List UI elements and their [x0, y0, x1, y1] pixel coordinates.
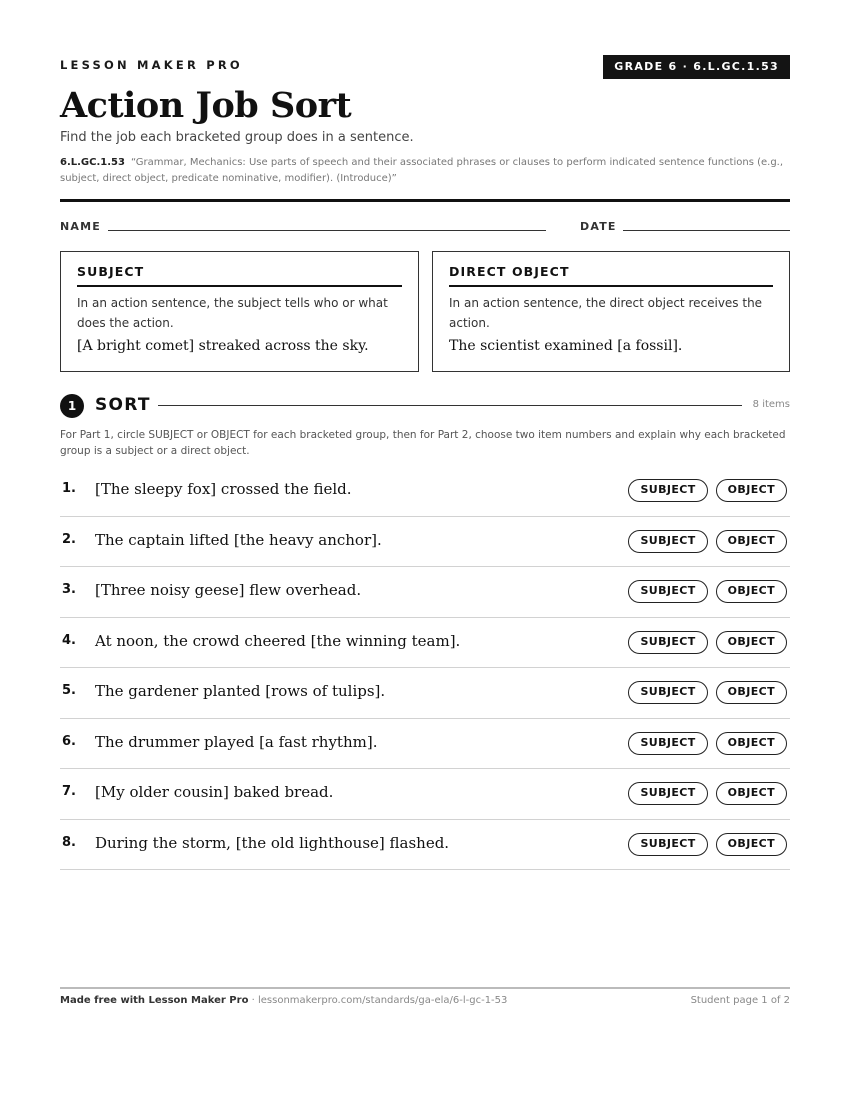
- item-sentence: The drummer played [a fast rhythm].: [95, 732, 378, 751]
- standard-code: 6.L.GC.1.53: [60, 157, 125, 168]
- item-sentence: [My older cousin] baked bread.: [95, 783, 334, 801]
- definition-card-subject: [60, 251, 419, 372]
- header-divider: [60, 199, 790, 202]
- item-count: 8 items: [752, 399, 790, 410]
- brand-name: LESSON MAKER PRO: [60, 58, 243, 72]
- definition-title: DIRECT OBJECT: [449, 264, 773, 287]
- made-with-text: Made free with Lesson Maker Pro: [60, 995, 249, 1006]
- subject-choice-button[interactable]: SUBJECT: [628, 631, 707, 654]
- section-number-badge: 1: [60, 394, 84, 418]
- definition-example: [A bright comet] streaked across the sky.: [77, 338, 369, 354]
- item-sentence: [Three noisy geese] flew overhead.: [95, 581, 362, 599]
- list-item: [60, 618, 790, 669]
- sort-item-list: [60, 466, 790, 870]
- name-field[interactable]: [108, 230, 546, 231]
- subject-choice-button[interactable]: SUBJECT: [628, 580, 707, 603]
- standard-text: “Grammar, Mechanics: Use parts of speech and their associated phrases or clauses to perform indicated sentence functions (e.g., subject, direct object, predicate nominative, modifier). (Introduce)”: [60, 157, 784, 184]
- item-number: 8.: [62, 834, 76, 850]
- object-choice-button[interactable]: OBJECT: [716, 631, 787, 654]
- item-sentence: At noon, the crowd cheered [the winning team].: [95, 631, 461, 650]
- item-number: 3.: [62, 582, 76, 597]
- item-number: 1.: [62, 481, 76, 496]
- list-item: [60, 567, 790, 618]
- item-number: 7.: [62, 784, 76, 799]
- item-number: 4.: [62, 632, 76, 648]
- item-number: 5.: [62, 683, 76, 698]
- worksheet-subtitle: Find the job each bracketed group does in a sentence.: [60, 130, 414, 145]
- date-label: DATE: [580, 220, 617, 233]
- object-choice-button[interactable]: OBJECT: [716, 479, 787, 502]
- list-item: [60, 466, 790, 517]
- choice-group: [628, 631, 787, 654]
- footer-url: · lessonmakerpro.com/standards/ga-ela/6-l-gc-1-53: [248, 995, 508, 1006]
- standard-description: [60, 155, 790, 187]
- list-item: [60, 517, 790, 568]
- definition-example: The scientist examined [a fossil].: [449, 338, 683, 354]
- section-title: SORT: [95, 395, 151, 415]
- object-choice-button[interactable]: OBJECT: [716, 833, 787, 856]
- list-item: [60, 668, 790, 719]
- name-label: NAME: [60, 220, 101, 233]
- item-sentence: The captain lifted [the heavy anchor].: [95, 530, 382, 549]
- object-choice-button[interactable]: OBJECT: [716, 580, 787, 603]
- item-sentence: The gardener planted [rows of tulips].: [95, 682, 386, 700]
- date-field[interactable]: [623, 230, 790, 231]
- section-header: [60, 393, 790, 417]
- choice-group: [628, 681, 787, 704]
- list-item: [60, 820, 790, 871]
- item-sentence: [The sleepy fox] crossed the field.: [95, 480, 352, 498]
- definition-title: SUBJECT: [77, 264, 402, 287]
- choice-group: [628, 580, 787, 603]
- list-item: [60, 769, 790, 820]
- worksheet-title: Action Job Sort: [60, 85, 352, 126]
- choice-group: [628, 833, 787, 856]
- section-divider: [158, 405, 742, 406]
- item-sentence: During the storm, [the old lighthouse] flashed.: [95, 833, 450, 852]
- footer-credit: [60, 995, 507, 1006]
- definition-description: In an action sentence, the subject tells who or what does the action.: [77, 296, 388, 330]
- object-choice-button[interactable]: OBJECT: [716, 782, 787, 805]
- subject-choice-button[interactable]: SUBJECT: [628, 732, 707, 755]
- name-date-row: [60, 220, 790, 234]
- choice-group: [628, 732, 787, 755]
- worksheet-page: [60, 0, 790, 1100]
- item-number: 2.: [62, 531, 76, 547]
- definition-description: In an action sentence, the direct object receives the action.: [449, 296, 763, 330]
- section-instructions: For Part 1, circle SUBJECT or OBJECT for each bracketed group, then for Part 2, choose two item numbers and explain why each bracketed group is a subject or a direct object.: [60, 429, 786, 457]
- grade-badge: GRADE 6 · 6.L.GC.1.53: [603, 55, 790, 79]
- object-choice-button[interactable]: OBJECT: [716, 530, 787, 553]
- footer-divider: [60, 987, 790, 989]
- subject-choice-button[interactable]: SUBJECT: [628, 782, 707, 805]
- choice-group: [628, 782, 787, 805]
- object-choice-button[interactable]: OBJECT: [716, 732, 787, 755]
- subject-choice-button[interactable]: SUBJECT: [628, 479, 707, 502]
- choice-group: [628, 479, 787, 502]
- object-choice-button[interactable]: OBJECT: [716, 681, 787, 704]
- definition-card-direct-object: [432, 251, 790, 372]
- item-number: 6.: [62, 733, 76, 749]
- page-indicator: Student page 1 of 2: [690, 995, 790, 1006]
- list-item: [60, 719, 790, 770]
- subject-choice-button[interactable]: SUBJECT: [628, 681, 707, 704]
- subject-choice-button[interactable]: SUBJECT: [628, 530, 707, 553]
- subject-choice-button[interactable]: SUBJECT: [628, 833, 707, 856]
- choice-group: [628, 530, 787, 553]
